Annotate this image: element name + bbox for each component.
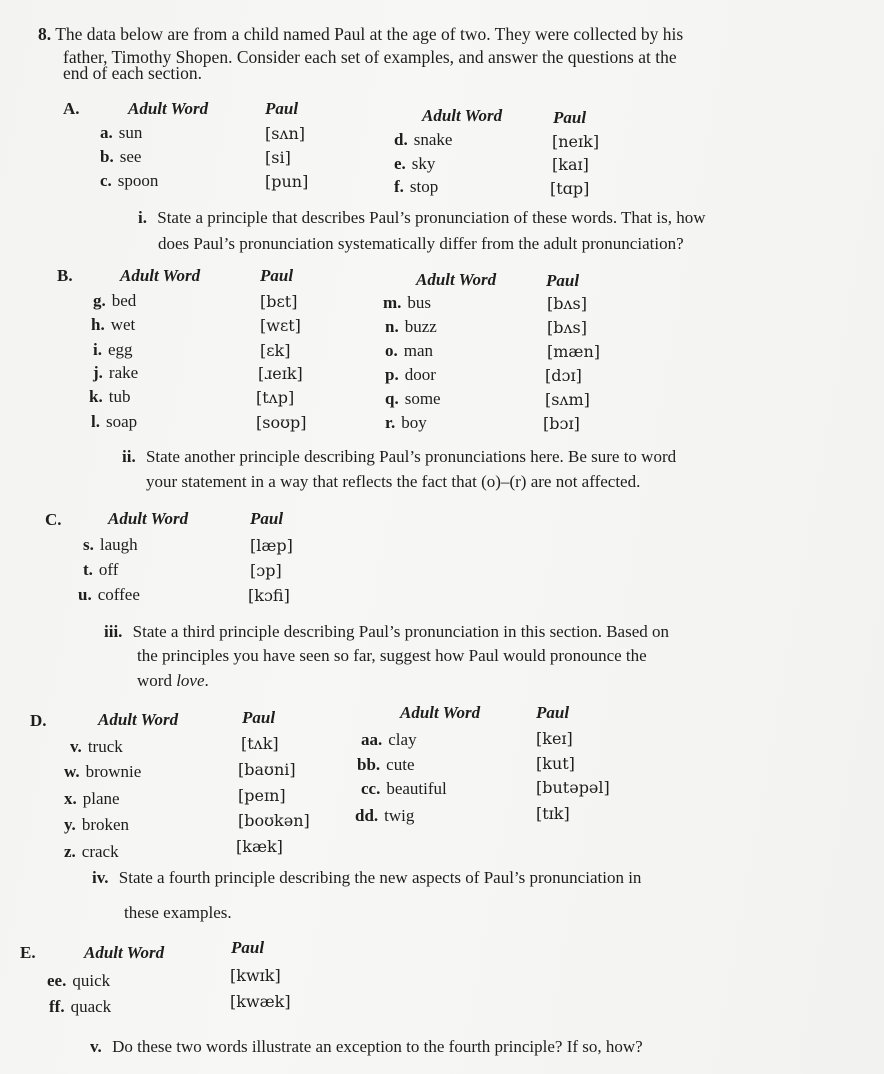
section-d-adult-header: Adult Word (98, 710, 179, 729)
example-row: d. snake (394, 130, 453, 149)
example-row: a. sun (100, 123, 143, 142)
section-e-adult-header: Adult Word (84, 943, 165, 962)
paul-ipa: [kwɪk] (230, 966, 281, 985)
example-row: y. broken (64, 815, 130, 834)
intro-text-1: The data below are from a child named Paul at the age of two. They were collected by his (55, 24, 684, 44)
example-row: v. truck (70, 737, 123, 756)
example-row: b. see (100, 147, 142, 166)
paul-ipa: [wɛt] (260, 316, 301, 335)
example-row: ff. quack (49, 997, 112, 1016)
example-row: e. sky (394, 154, 436, 173)
paul-ipa: [pun] (265, 172, 309, 191)
paul-ipa: [sʌm] (545, 390, 590, 409)
paul-ipa: [ɹeɪk] (258, 364, 303, 383)
intro-line-2: father, Timothy Shopen. Consider each set of examples, and answer the questions at the (63, 47, 677, 67)
paul-ipa: [tɪk] (536, 804, 570, 823)
example-row: l. soap (91, 412, 138, 431)
question-i-line-1: i. State a principle that describes Paul’s pronunciation of these words. That is, how (138, 208, 706, 227)
paul-ipa: [sʌn] (265, 124, 306, 143)
question-iv-line-2: these examples. (124, 903, 232, 922)
example-row: c. spoon (100, 171, 159, 190)
section-b-adult-header-2: Adult Word (416, 270, 497, 289)
example-row: m. bus (383, 293, 432, 312)
section-a-letter: A. (63, 99, 80, 118)
section-a-adult-header-2: Adult Word (422, 106, 503, 125)
paul-ipa: [kut] (536, 754, 575, 773)
paul-ipa: [boʊkən] (238, 811, 310, 830)
example-row: w. brownie (64, 762, 142, 781)
section-b-paul-header: Paul (260, 266, 294, 285)
section-a-paul-header-2: Paul (553, 108, 587, 127)
paul-ipa: [mæn] (547, 342, 600, 361)
paul-ipa: [kæk] (236, 837, 283, 856)
paul-ipa: [bʌs] (547, 318, 587, 337)
paul-ipa: [tʌp] (256, 388, 295, 407)
question-iv-line-1: iv. State a fourth principle describing the new aspects of Paul’s pronunciation in (92, 868, 642, 887)
example-row: x. plane (64, 789, 120, 808)
section-b-paul-header-2: Paul (546, 271, 580, 290)
paul-ipa: [bɔɪ] (543, 414, 580, 433)
example-row: n. buzz (385, 317, 437, 336)
example-row: dd. twig (355, 806, 415, 825)
paul-ipa: [peɪn] (238, 786, 286, 805)
paul-ipa: [neɪk] (552, 132, 600, 151)
paul-ipa: [bɛt] (260, 292, 298, 311)
question-iii-line-1: iii. State a third principle describing Paul’s pronunciation in this section. Based on (104, 622, 670, 641)
paul-ipa: [bʌs] (547, 294, 587, 313)
section-d-letter: D. (30, 711, 47, 730)
example-row: cc. beautiful (361, 779, 447, 798)
section-d-paul-header: Paul (242, 708, 276, 727)
example-row: p. door (385, 365, 436, 384)
paul-ipa: [butəpəl] (536, 778, 610, 797)
question-number: 8. (38, 24, 52, 44)
paul-ipa: [ɛk] (260, 341, 291, 360)
paul-ipa: [si] (265, 148, 291, 167)
paul-ipa: [kaɪ] (552, 155, 589, 174)
paul-ipa: [ɔp] (250, 561, 282, 580)
section-a-paul-header: Paul (265, 99, 299, 118)
example-row: u. coffee (78, 585, 140, 604)
example-row: o. man (385, 341, 434, 360)
example-row: ee. quick (47, 971, 111, 990)
section-c-adult-header: Adult Word (108, 509, 189, 528)
paul-ipa: [kwæk] (230, 992, 291, 1011)
paul-ipa: [læp] (250, 536, 293, 555)
section-d-paul-header-2: Paul (536, 703, 570, 722)
example-row: bb. cute (357, 755, 415, 774)
intro-line-1 (38, 24, 683, 45)
example-row: q. some (385, 389, 441, 408)
question-i-line-2: does Paul’s pronunciation systematically differ from the adult pronunciation? (158, 234, 684, 253)
question-ii-line-2: your statement in a way that reflects the fact that (o)–(r) are not affected. (146, 472, 641, 491)
example-row: j. rake (93, 363, 139, 382)
example-row: k. tub (89, 387, 131, 406)
example-row: h. wet (91, 315, 136, 334)
question-ii-line-1: ii. State another principle describing Paul’s pronunciations here. Be sure to word (122, 447, 677, 466)
question-iii-line-2: the principles you have seen so far, suggest how Paul would pronounce the (137, 646, 647, 665)
paul-ipa: [tʌk] (241, 734, 279, 753)
intro-line-3: end of each section. (63, 63, 202, 83)
paul-ipa: [soʊp] (256, 413, 307, 432)
example-row: z. crack (64, 842, 119, 861)
section-b-letter: B. (57, 266, 73, 285)
example-row: s. laugh (83, 535, 138, 554)
paul-ipa: [tɑp] (550, 179, 590, 198)
paul-ipa: [baʊni] (238, 760, 296, 779)
section-e-letter: E. (20, 943, 36, 962)
section-c-letter: C. (45, 510, 62, 529)
example-row: i. egg (93, 340, 133, 359)
section-c-paul-header: Paul (250, 509, 284, 528)
example-row: t. off (83, 560, 119, 579)
paul-ipa: [dɔɪ] (545, 366, 582, 385)
example-row: r. boy (385, 413, 427, 432)
section-b-adult-header: Adult Word (120, 266, 201, 285)
example-row: aa. clay (361, 730, 417, 749)
section-e-paul-header: Paul (231, 938, 265, 957)
paul-ipa: [kɔfi] (248, 586, 290, 605)
question-iii-line-3: word love. (137, 671, 209, 690)
section-d-adult-header-2: Adult Word (400, 703, 481, 722)
section-a-adult-header: Adult Word (128, 99, 209, 118)
example-row: f. stop (394, 177, 439, 196)
example-row: g. bed (93, 291, 137, 310)
question-v-line-1: v. Do these two words illustrate an exception to the fourth principle? If so, how? (90, 1037, 643, 1056)
paul-ipa: [keɪ] (536, 729, 573, 748)
